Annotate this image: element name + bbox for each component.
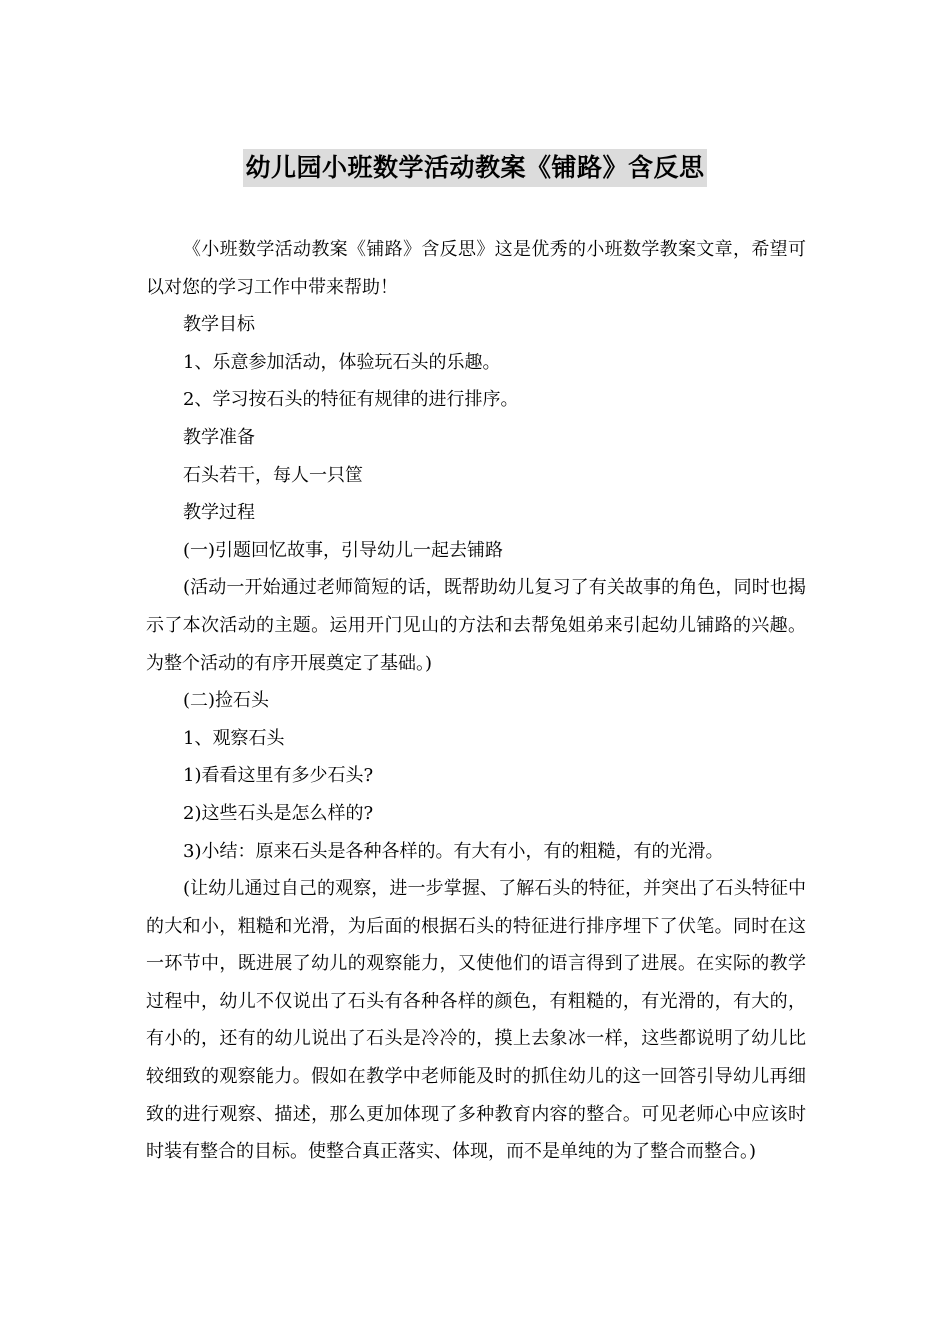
- substep-observe-stones: 1、观察石头: [183, 727, 285, 749]
- process-step-1: (一)引题回忆故事，引导幼儿一起去铺路: [183, 539, 504, 561]
- document-body: [146, 231, 806, 1171]
- question-2: 2)这些石头是怎么样的?: [183, 802, 374, 824]
- title-container: [0, 149, 950, 187]
- question-1: 1)看看这里有多少石头?: [183, 765, 374, 787]
- reflection-paragraph-1: (活动一开始通过老师简短的话，既帮助幼儿复习了有关故事的角色，同时也揭示了本次活动的主题。运用开门见山的方法和去帮兔姐弟来引起幼儿铺路的兴趣。为整个活动的有序开展奠定了基础。): [146, 577, 806, 674]
- goal-item-1: 1、乐意参加活动，体验玩石头的乐趣。: [183, 351, 501, 373]
- preparation-text: 石头若干，每人一只筐: [183, 464, 363, 486]
- goal-item-2: 2、学习按石头的特征有规律的进行排序。: [183, 389, 519, 411]
- document-title: 幼儿园小班数学活动教案《铺路》含反思: [243, 149, 706, 187]
- reflection-paragraph-2: (让幼儿通过自己的观察，进一步掌握、了解石头的特征，并突出了石头特征中的大和小，粗糙和光滑，为后面的根据石头的特征进行排序埋下了伏笔。同时在这一环节中，既进展了幼儿的观察能力，又使他们的语言得到了进展。在实际的教学过程中，幼儿不仅说出了石头有各种各样的颜色，有粗糙的，有光滑的，有大的，有小的，还有的幼儿说出了石头是冷冷的，摸上去象冰一样，这些都说明了幼儿比较细致的观察能力。假如在教学中老师能及时的抓住幼儿的这一回答引导幼儿再细致的进行观察、描述，那么更加体现了多种教育内容的整合。可见老师心中应该时时装有整合的目标。使整合真正落实、体现，而不是单纯的为了整合而整合。): [146, 878, 806, 1163]
- summary-3: 3)小结：原来石头是各种各样的。有大有小，有的粗糙，有的光滑。: [183, 840, 724, 862]
- intro-paragraph: 《小班数学活动教案《铺路》含反思》这是优秀的小班数学教案文章，希望可以对您的学习工作中带来帮助！: [146, 239, 806, 298]
- heading-teaching-preparation: 教学准备: [183, 426, 255, 448]
- process-step-2: (二)捡石头: [183, 690, 270, 712]
- heading-teaching-goals: 教学目标: [183, 314, 255, 336]
- heading-teaching-process: 教学过程: [183, 502, 255, 524]
